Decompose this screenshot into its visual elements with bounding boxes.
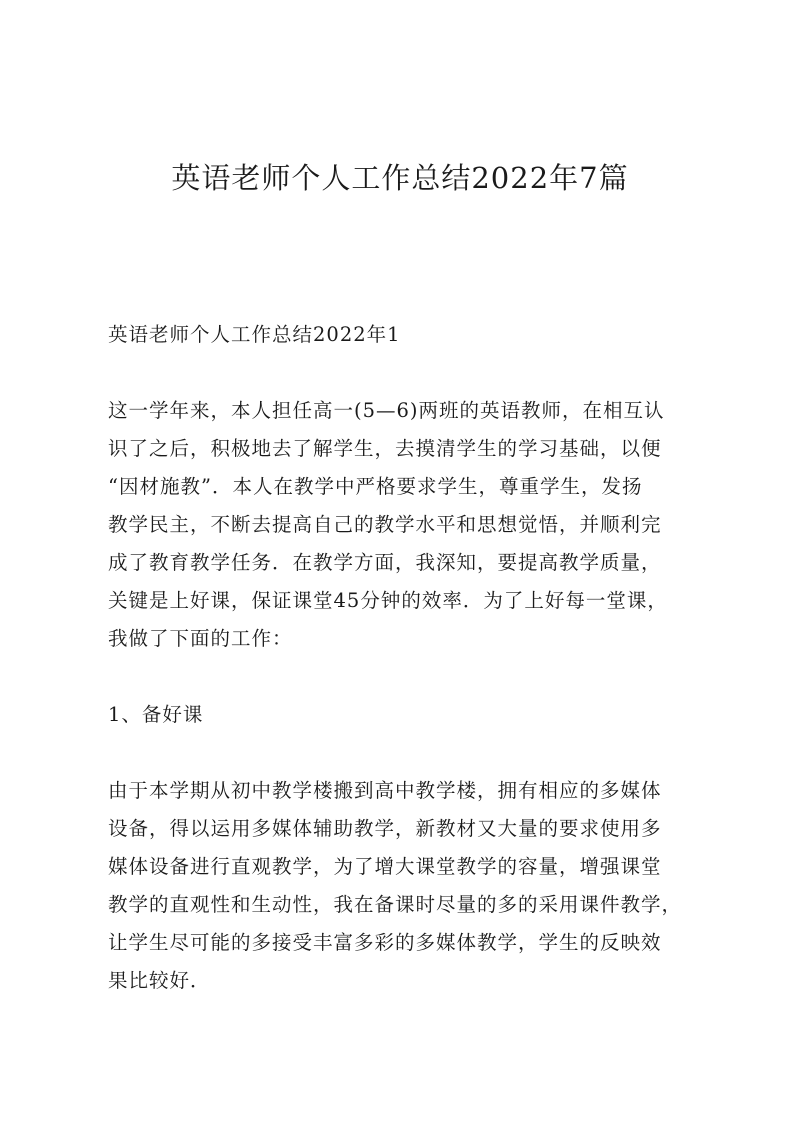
paragraph-line: 果比较好． [108,969,211,992]
paragraph-line: 让学生尽可能的多接受丰富多彩的多媒体教学，学生的反映效 [108,931,662,954]
paragraph-line: 教学民主，不断去提高自己的教学水平和思想觉悟，并顺利完 [108,513,662,536]
document-body [108,316,708,1038]
paragraph-line: 关键是上好课，保证课堂45分钟的效率．为了上好每一堂课， [108,589,668,612]
document-title: 英语老师个人工作总结2022年7篇 [171,161,629,195]
paragraph-line: 我做了下面的工作： [108,627,293,650]
paragraph-line: 这一学年来，本人担任高一(5—6)两班的英语教师，在相互认 [108,399,665,422]
paragraph-prepare-lessons [108,772,708,1000]
paragraph-intro [108,392,708,658]
paragraph-line: “因材施教”．本人在教学中严格要求学生，尊重学生，发扬 [108,475,643,498]
paragraph-line: 设备，得以运用多媒体辅助教学，新教材又大量的要求使用多 [108,817,662,840]
paragraph-line: 成了教育教学任务．在教学方面，我深知，要提高教学质量， [108,551,662,574]
paragraph-line: 媒体设备进行直观教学，为了增大课堂教学的容量，增强课堂 [108,855,662,878]
subheading-prepare-lessons: 1、备好课 [108,703,204,726]
paragraph-line: 由于本学期从初中教学楼搬到高中教学楼，拥有相应的多媒体 [108,779,662,802]
section-heading: 英语老师个人工作总结2022年1 [108,323,401,346]
paragraph-line: 教学的直观性和生动性，我在备课时尽量的多的采用课件教学， [108,893,683,916]
paragraph-line: 识了之后，积极地去了解学生，去摸清学生的学习基础，以便 [108,437,662,460]
